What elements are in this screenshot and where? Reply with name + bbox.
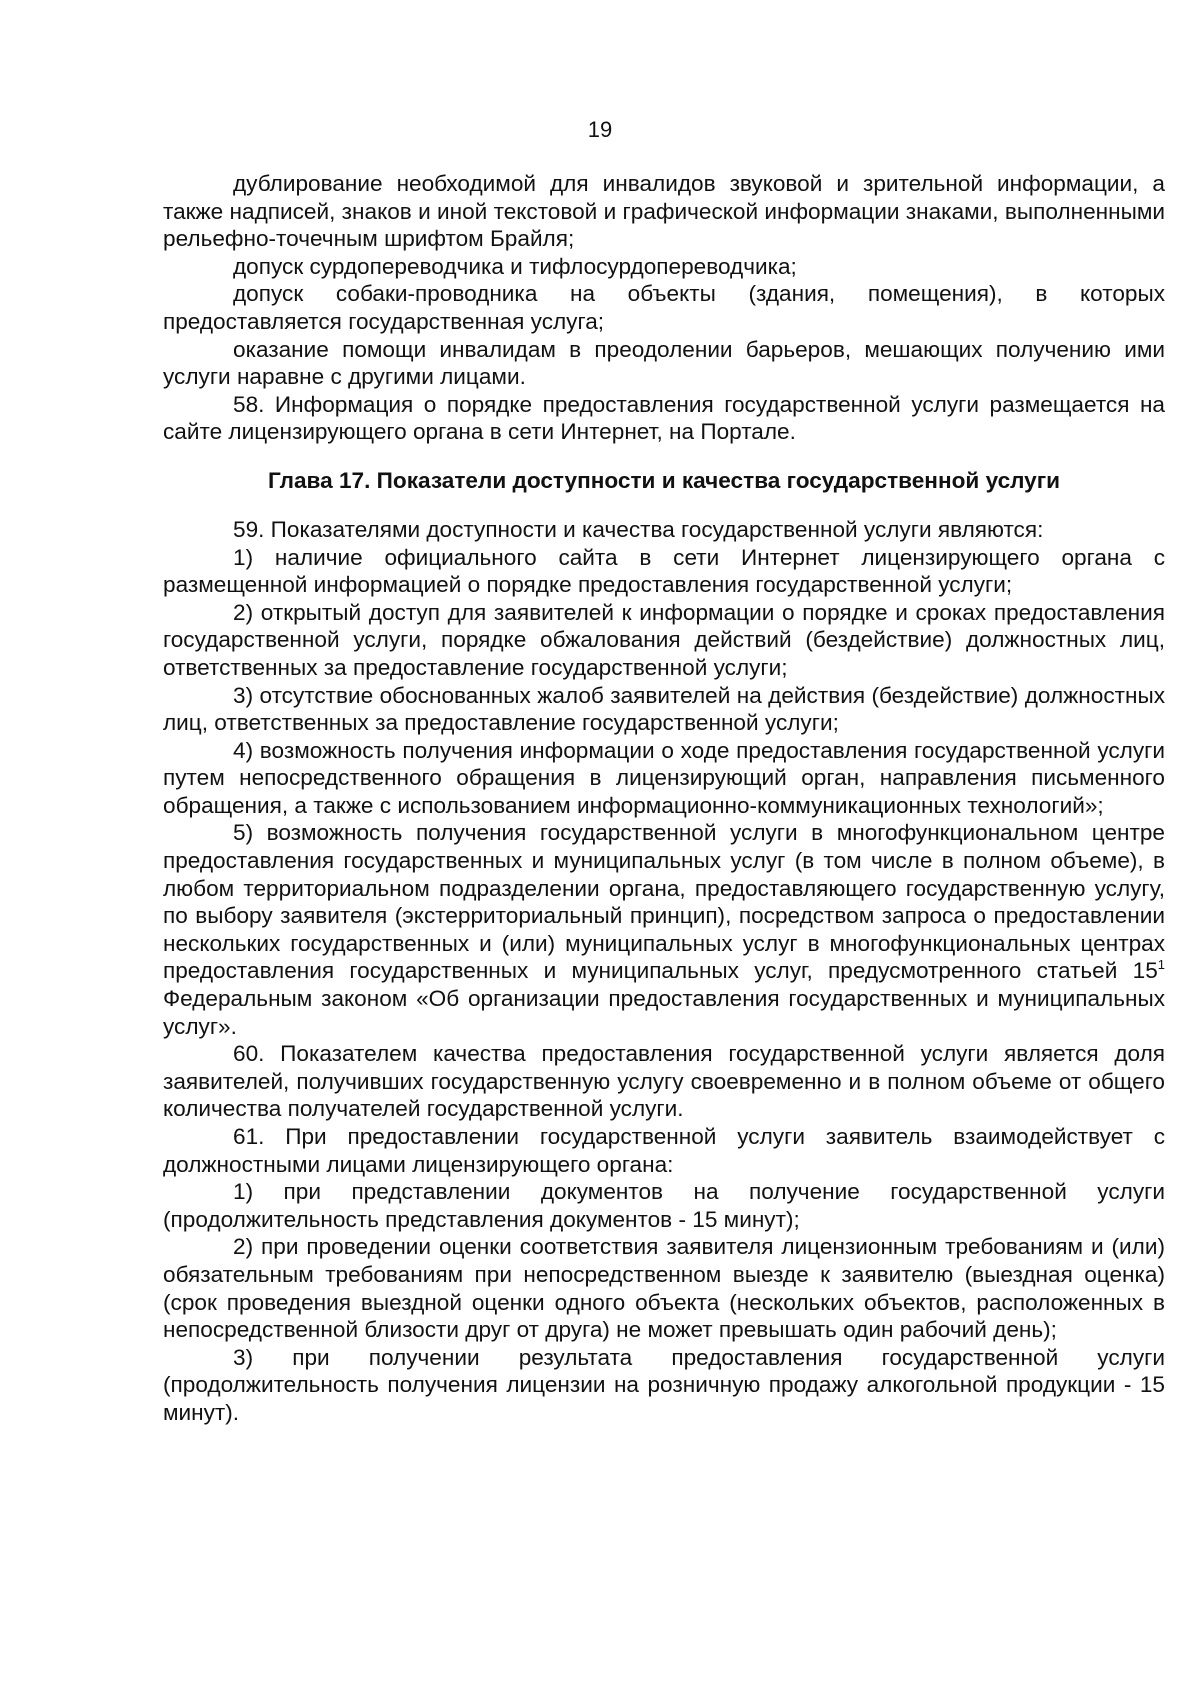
paragraph: допуск собаки-проводника на объекты (здания, помещения), в которых предоставляется государственная услуга; bbox=[163, 281, 1165, 334]
paragraph-with-superscript bbox=[163, 819, 1165, 1040]
paragraph: 1) наличие официального сайта в сети Интернет лицензирующего органа с размещенной информацией о порядке предоставления государственной услуги; bbox=[163, 544, 1165, 598]
paragraph: дублирование необходимой для инвалидов звуковой и зрительной информации, а также надписей, знаков и иной текстовой и графической информации знаками, выполненными рельефно-точечным шрифтом Брайля; bbox=[163, 171, 1165, 252]
paragraph: 3) отсутствие обоснованных жалоб заявителей на действия (бездействие) должностных лиц, ответственных за предоставление государственной услуги; bbox=[163, 682, 1165, 736]
paragraph: 58. Информация о порядке предоставления государственной услуги размещается на сайте лицензирующего органа в сети Интернет, на Портале. bbox=[163, 391, 1165, 445]
paragraph: 2) при проведении оценки соответствия заявителя лицензионным требованиям и (или) обязательным требованиям при непосредственном выезде к заявителю (выездная оценка) (срок проведения выездной оценки одного объекта (нескольких объектов, расположенных в непосредственной близости друг от друга) не может превышать один рабочий день); bbox=[163, 1234, 1165, 1343]
paragraph: 1) при представлении документов на получение государственной услуги (продолжительность представления документов - 15 минут); bbox=[163, 1179, 1165, 1232]
paragraph: 59. Показателями доступности и качества государственной услуги являются: bbox=[233, 516, 1044, 542]
chapter-heading: Глава 17. Показатели доступности и качества государственной услуги bbox=[267, 467, 1061, 493]
paragraph: 2) открытый доступ для заявителей к информации о порядке и сроках предоставления государственной услуги, порядке обжалования действий (бездействие) должностных лиц, ответственных за предоставление государственной услуги; bbox=[163, 599, 1165, 680]
paragraph: оказание помощи инвалидам в преодолении барьеров, мешающих получению ими услуги наравне с другими лицами. bbox=[163, 336, 1165, 390]
paragraph-text: 5) возможность получения государственной услуги в многофункциональном центре предоставления государственных и муниципальных услуг (в том числе в полном объеме), в любом территориальном подразделении органа, предоставляющего государственную услугу, по выбору заявителя (экстерриториальный принцип), посредством запроса о предоставлении нескольких государственных и (или) муниципальных услуг в многофункциональных центрах предоставления государственных и муниципальных услуг, предусмотренного статьей 15 bbox=[163, 820, 1165, 984]
document-body bbox=[163, 170, 1165, 1427]
paragraph: 60. Показателем качества предоставления государственной услуги является доля заявителей, получивших государственную услугу своевременно и в полном объеме от общего количества получателей государственной услуги. bbox=[163, 1041, 1165, 1122]
paragraph: 61. При предоставлении государственной услуги заявитель взаимодействует с должностными лицами лицензирующего органа: bbox=[163, 1124, 1165, 1177]
paragraph-text: Федеральным законом «Об организации предоставления государственных и муниципальных услуг». bbox=[163, 986, 1165, 1039]
superscript: 1 bbox=[1157, 957, 1165, 973]
paragraph: 3) при получении результата предоставления государственной услуги (продолжительность получения лицензии на розничную продажу алкогольной продукции - 15 минут). bbox=[163, 1344, 1165, 1425]
paragraph: допуск сурдопереводчика и тифлосурдопереводчика; bbox=[233, 253, 797, 279]
page-number: 19 bbox=[587, 117, 613, 142]
paragraph: 4) возможность получения информации о ходе предоставления государственной услуги путем непосредственного обращения в лицензирующий орган, направления письменного обращения, а также с использованием информационно-коммуникационных технологий»; bbox=[163, 737, 1165, 818]
